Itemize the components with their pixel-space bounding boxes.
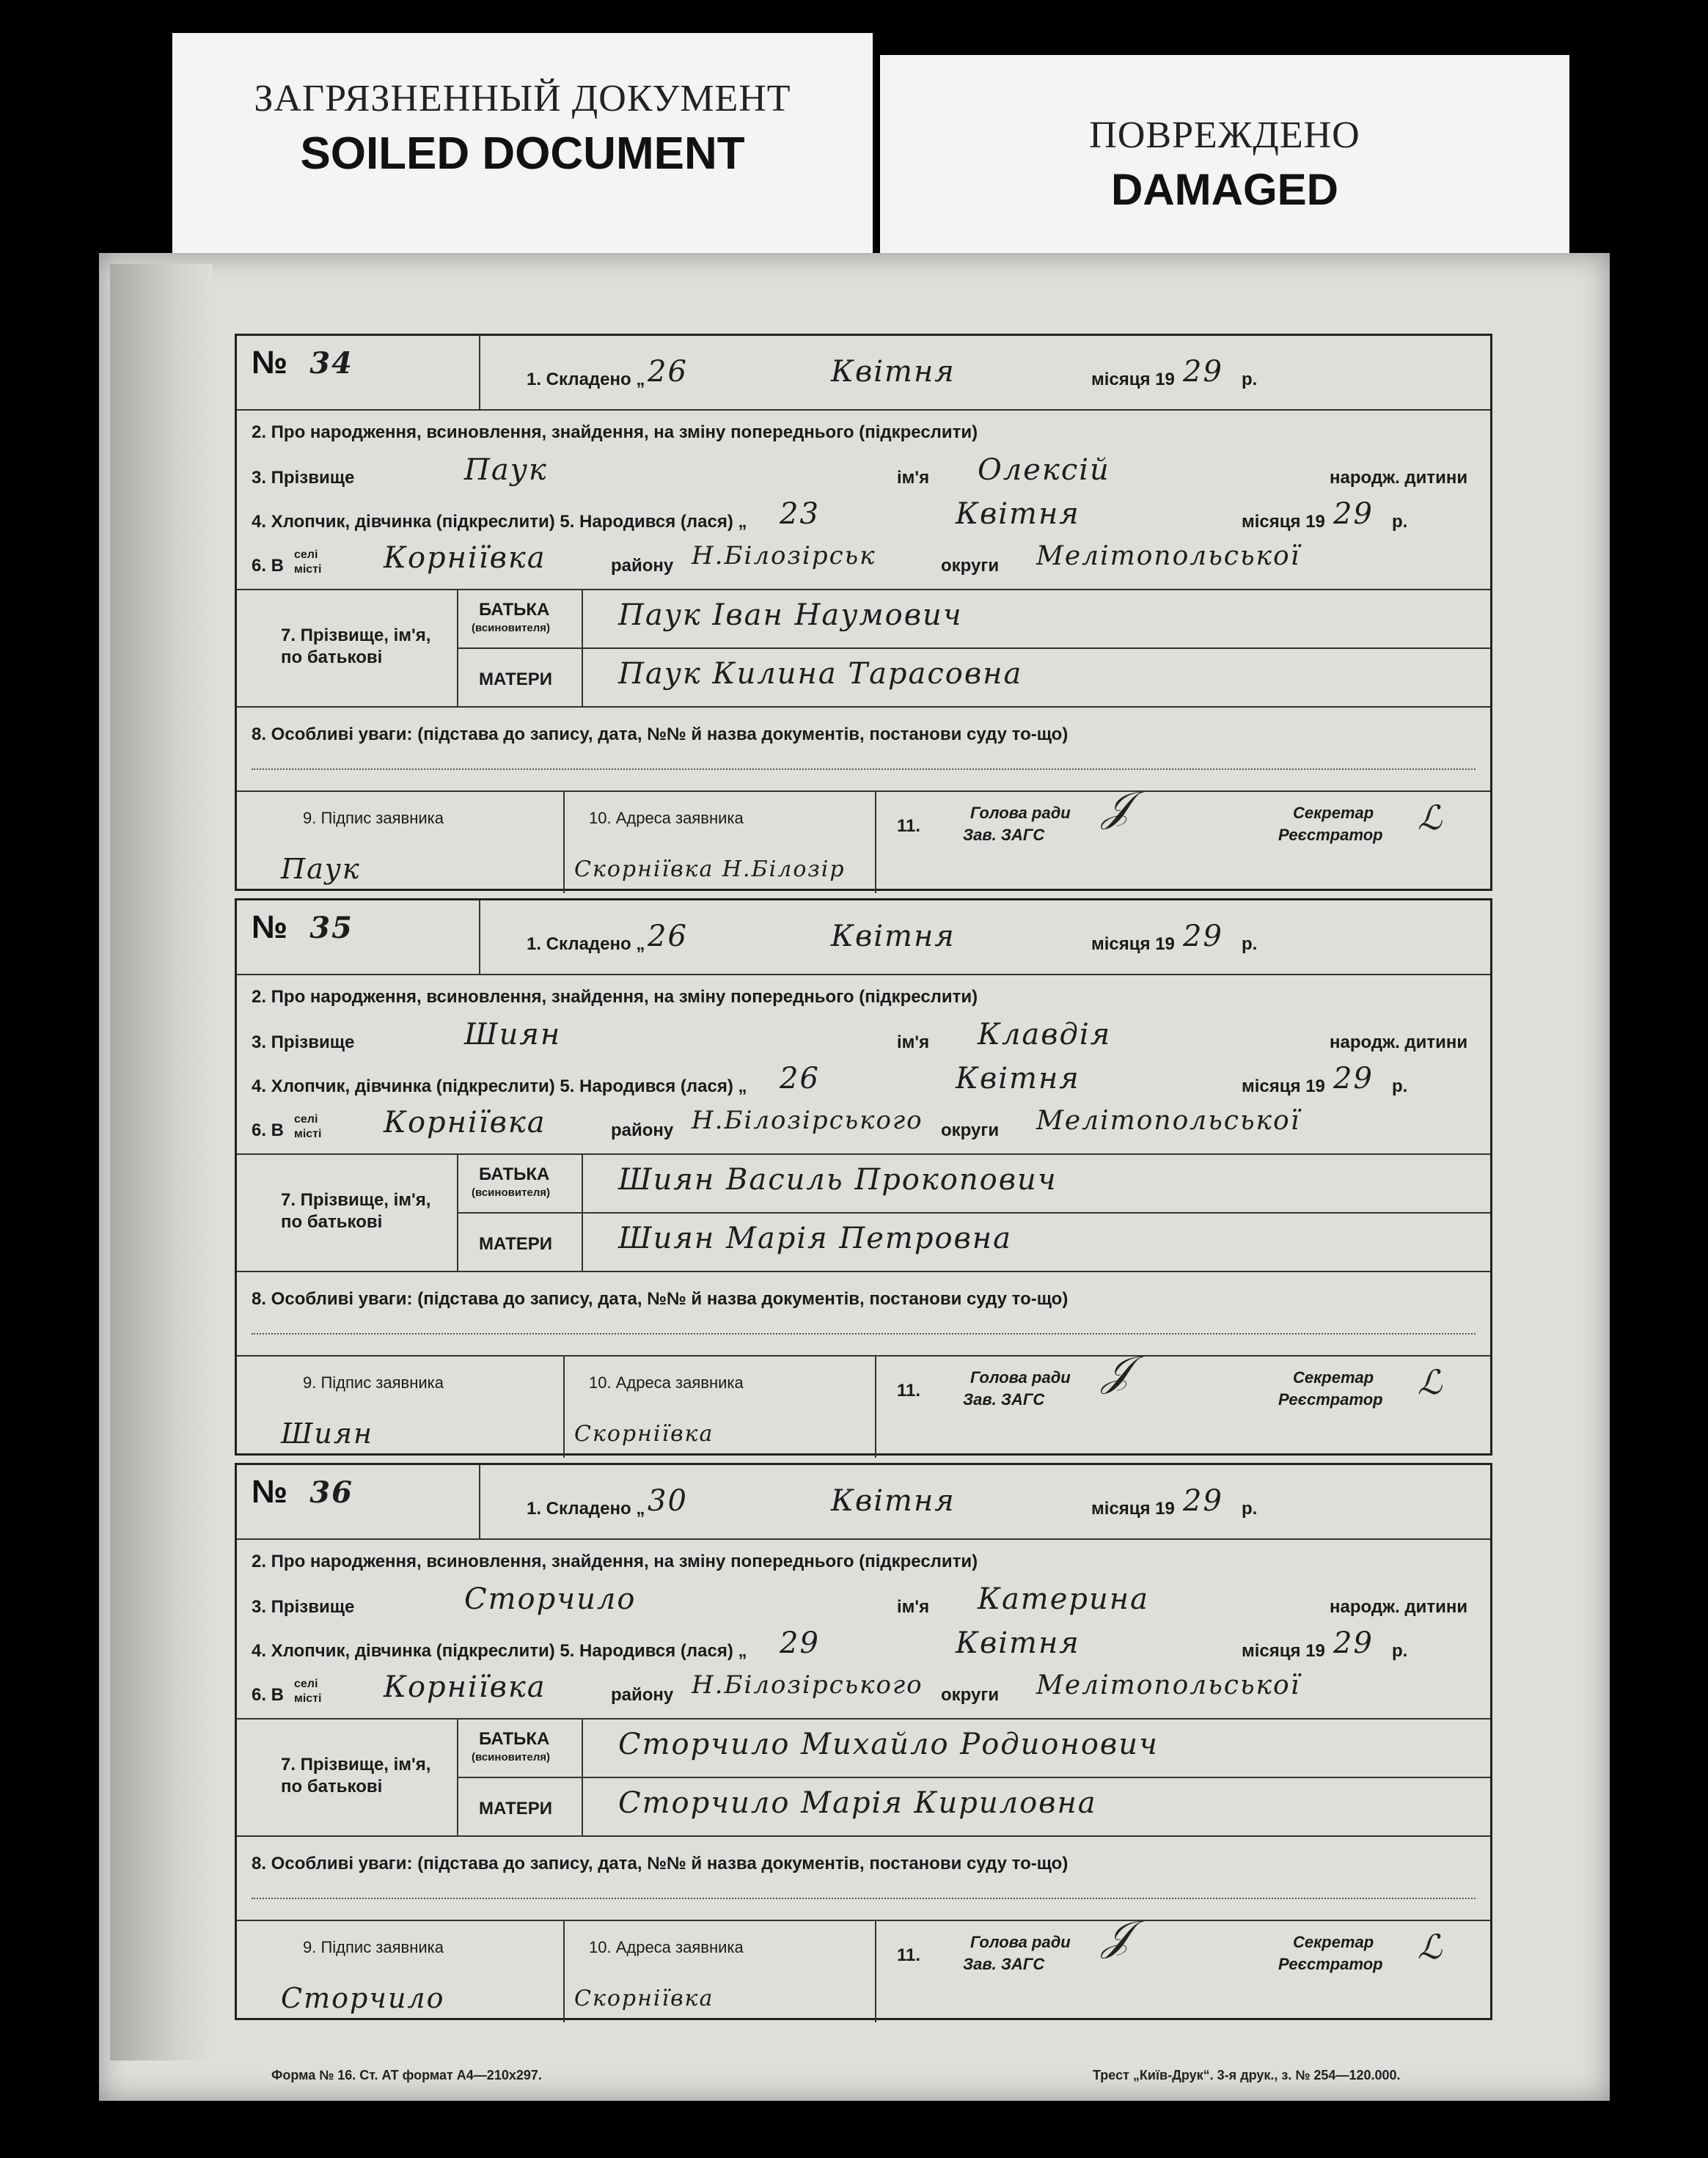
adopter-label: (всиновителя) [472, 1186, 551, 1199]
parents-label: 7. Прізвище, ім'я, [281, 1755, 431, 1775]
parents-label: 7. Прізвище, ім'я, [281, 1190, 431, 1210]
raion-value: Н.Білозірського [692, 1106, 923, 1135]
name-value: Катерина [978, 1582, 1149, 1616]
birth-year: 29 [1333, 1626, 1374, 1660]
birth-month-label: місяця 19 [1242, 512, 1325, 532]
father-label: БАТЬКА [479, 1729, 550, 1749]
name-value: Клавдія [978, 1018, 1112, 1052]
form-footer-left: Форма № 16. Ст. АТ формат А4—210х297. [271, 2068, 542, 2082]
composed-label: 1. Складено „ [527, 1499, 645, 1519]
surname-label: 3. Прізвище [252, 468, 355, 488]
registrar-signature: ℒ [1418, 1362, 1443, 1402]
secretary-label: Секретар [1293, 1368, 1374, 1387]
birth-month-label: місяця 19 [1242, 1076, 1325, 1096]
composed-day: 26 [648, 920, 688, 953]
raion-value: Н.Білозірськ [692, 541, 876, 570]
record-number [252, 345, 353, 381]
village-value: Корніївка [384, 1106, 546, 1139]
city-label: місті [294, 1128, 322, 1140]
surname-label: 3. Прізвище [252, 1597, 355, 1617]
number-sign: № [252, 1474, 288, 1510]
birth-record-35 [235, 898, 1492, 1456]
composed-label: 1. Складено „ [527, 934, 645, 954]
birth-day: 29 [780, 1626, 820, 1660]
adopter-label: (всиновителя) [472, 1751, 551, 1764]
mother-name: Паук Килина Тарасовна [618, 657, 1023, 691]
month-label: місяця 19 [1091, 370, 1175, 389]
damaged-label-ru: ПОВРЕЖДЕНО [1089, 114, 1360, 156]
city-label: місті [294, 1692, 322, 1705]
birth-year-suffix: р. [1392, 1076, 1408, 1096]
remarks-label: 8. Особливі уваги: (підстава до запису, дата, №№ й назва документів, постанови суду то-що) [252, 1289, 1069, 1309]
birth-record-36 [235, 1463, 1492, 2020]
registrar-signature: ℒ [1418, 1927, 1443, 1967]
head-label: Голова ради [970, 1933, 1071, 1951]
village-value: Корніївка [384, 1670, 546, 1704]
name-label: ім'я [897, 468, 930, 488]
father-name: Сторчило Михайло Родионович [618, 1728, 1159, 1761]
birth-year: 29 [1333, 497, 1374, 531]
record-type-line: 2. Про народження, всиновлення, знайдення, на зміну попереднього (підкреслити) [252, 1552, 978, 1571]
birth-day: 26 [780, 1062, 820, 1095]
head-signature: 𝒥 [1102, 783, 1131, 831]
item11-label: 11. [897, 1381, 921, 1401]
composed-label: 1. Складено „ [527, 370, 645, 389]
father-name: Шиян Василь Прокопович [618, 1163, 1058, 1197]
page-edge [110, 264, 213, 2060]
soiled-document-label [172, 33, 873, 275]
birth-record-34 [235, 334, 1492, 891]
year-suffix: р. [1242, 370, 1258, 389]
village-label: селі [294, 1678, 318, 1690]
composed-year: 29 [1183, 355, 1223, 389]
surname-value: Сторчило [464, 1582, 637, 1616]
applicant-signature: Шиян [281, 1417, 374, 1450]
birth-month-label: місяця 19 [1242, 1641, 1325, 1661]
applicant-address: Скорніївка Н.Білозір [574, 856, 846, 882]
raion-label: району [611, 556, 674, 576]
item11-label: 11. [897, 1945, 921, 1965]
applicant-address-label: 10. Адреса заявника [589, 809, 744, 827]
father-name: Паук Іван Наумович [618, 598, 963, 632]
remarks-label: 8. Особливі уваги: (підстава до запису, дата, №№ й назва документів, постанови суду то-що) [252, 724, 1069, 744]
zags-label: Зав. ЗАГС [963, 1955, 1045, 1973]
okrug-label: округи [941, 1120, 1000, 1140]
damaged-document-label [880, 55, 1569, 279]
surname-value: Паук [464, 453, 548, 487]
sex-birth-line: 4. Хлопчик, дівчинка (підкреслити) 5. Народився (лася) „ [252, 1076, 747, 1096]
mother-label: МАТЕРИ [479, 669, 553, 689]
secretary-label: Секретар [1293, 1933, 1374, 1951]
applicant-signature-label: 9. Підпис заявника [303, 1938, 444, 1956]
month-label: місяця 19 [1091, 1499, 1175, 1519]
record-type-line: 2. Про народження, всиновлення, знайдення, на зміну попереднього (підкреслити) [252, 422, 978, 442]
head-label: Голова ради [970, 1368, 1071, 1387]
remarks-label: 8. Особливі уваги: (підстава до запису, дата, №№ й назва документів, постанови суду то-що) [252, 1854, 1069, 1873]
applicant-signature: Паук [281, 853, 361, 885]
mother-name: Сторчило Марія Кириловна [618, 1786, 1097, 1820]
composed-day: 30 [648, 1484, 688, 1518]
soiled-label-ru: ЗАГРЯЗНЕННЫЙ ДОКУМЕНТ [254, 78, 791, 120]
composed-month: Квітня [831, 920, 956, 953]
adopter-label: (всиновителя) [472, 622, 551, 634]
okrug-value: Мелітопольської [1036, 541, 1301, 571]
record-number-value: 36 [309, 1475, 353, 1510]
record-number-value: 34 [309, 346, 353, 381]
soiled-label-en: SOILED DOCUMENT [300, 128, 745, 179]
year-suffix: р. [1242, 934, 1258, 954]
sex-birth-line: 4. Хлопчик, дівчинка (підкреслити) 5. Народився (лася) „ [252, 512, 747, 532]
birth-year: 29 [1333, 1062, 1374, 1095]
birth-month: Квітня [956, 497, 1080, 531]
parents-label: 7. Прізвище, ім'я, [281, 625, 431, 645]
place-label: 6. В [252, 1685, 285, 1705]
village-label: селі [294, 1113, 318, 1126]
secretary-label: Секретар [1293, 804, 1374, 822]
applicant-signature: Сторчило [281, 1982, 445, 2014]
mother-name: Шиян Марія Петровна [618, 1222, 1013, 1255]
number-sign: № [252, 909, 288, 945]
okrug-value: Мелітопольської [1036, 1670, 1301, 1700]
damaged-label-en: DAMAGED [1111, 165, 1338, 214]
child-label: народж. дитини [1330, 1597, 1468, 1617]
father-label: БАТЬКА [479, 1164, 550, 1184]
applicant-address-label: 10. Адреса заявника [589, 1373, 744, 1392]
birth-month: Квітня [956, 1062, 1080, 1095]
registrar-label: Реєстратор [1278, 1955, 1383, 1973]
raion-label: району [611, 1120, 674, 1140]
okrug-label: округи [941, 1685, 1000, 1705]
record-number [252, 1474, 353, 1511]
city-label: місті [294, 563, 322, 576]
applicant-signature-label: 9. Підпис заявника [303, 809, 444, 827]
head-signature: 𝒥 [1102, 1912, 1131, 1960]
patronymic-label: по батькові [281, 647, 383, 667]
composed-year: 29 [1183, 920, 1223, 953]
raion-label: району [611, 1685, 674, 1705]
name-value: Олексій [978, 453, 1110, 487]
name-label: ім'я [897, 1032, 930, 1052]
applicant-address: Скорніївка [574, 1986, 714, 2011]
composed-day: 26 [648, 355, 688, 389]
child-label: народж. дитини [1330, 468, 1468, 488]
year-suffix: р. [1242, 1499, 1258, 1519]
head-label: Голова ради [970, 804, 1071, 822]
village-value: Корніївка [384, 541, 546, 575]
surname-label: 3. Прізвище [252, 1032, 355, 1052]
okrug-value: Мелітопольської [1036, 1106, 1301, 1136]
month-label: місяця 19 [1091, 934, 1175, 954]
applicant-signature-label: 9. Підпис заявника [303, 1373, 444, 1392]
item11-label: 11. [897, 816, 921, 836]
birth-year-suffix: р. [1392, 512, 1408, 532]
raion-value: Н.Білозірського [692, 1670, 923, 1700]
name-label: ім'я [897, 1597, 930, 1617]
birth-day: 23 [780, 497, 820, 531]
composed-month: Квітня [831, 1484, 956, 1518]
mother-label: МАТЕРИ [479, 1234, 553, 1254]
registrar-label: Реєстратор [1278, 1390, 1383, 1409]
applicant-address-label: 10. Адреса заявника [589, 1938, 744, 1956]
patronymic-label: по батькові [281, 1777, 383, 1797]
child-label: народж. дитини [1330, 1032, 1468, 1052]
applicant-address: Скорніївка [574, 1421, 714, 1447]
father-label: БАТЬКА [479, 600, 550, 620]
patronymic-label: по батькові [281, 1212, 383, 1232]
place-label: 6. В [252, 556, 285, 576]
record-number-value: 35 [309, 911, 353, 945]
place-label: 6. В [252, 1120, 285, 1140]
birth-month: Квітня [956, 1626, 1080, 1660]
record-type-line: 2. Про народження, всиновлення, знайдення, на зміну попереднього (підкреслити) [252, 987, 978, 1007]
mother-label: МАТЕРИ [479, 1799, 553, 1818]
registrar-signature: ℒ [1418, 798, 1443, 837]
composed-month: Квітня [831, 355, 956, 389]
okrug-label: округи [941, 556, 1000, 576]
village-label: селі [294, 548, 318, 561]
number-sign: № [252, 345, 288, 381]
record-number [252, 909, 353, 946]
surname-value: Шиян [464, 1018, 562, 1052]
zags-label: Зав. ЗАГС [963, 826, 1045, 844]
sex-birth-line: 4. Хлопчик, дівчинка (підкреслити) 5. Народився (лася) „ [252, 1641, 747, 1661]
form-footer-right: Трест „Київ-Друк“. 3-я друк., з. № 254—120.000. [1093, 2068, 1401, 2082]
composed-year: 29 [1183, 1484, 1223, 1518]
registrar-label: Реєстратор [1278, 826, 1383, 844]
head-signature: 𝒥 [1102, 1348, 1131, 1395]
zags-label: Зав. ЗАГС [963, 1390, 1045, 1409]
birth-year-suffix: р. [1392, 1641, 1408, 1661]
